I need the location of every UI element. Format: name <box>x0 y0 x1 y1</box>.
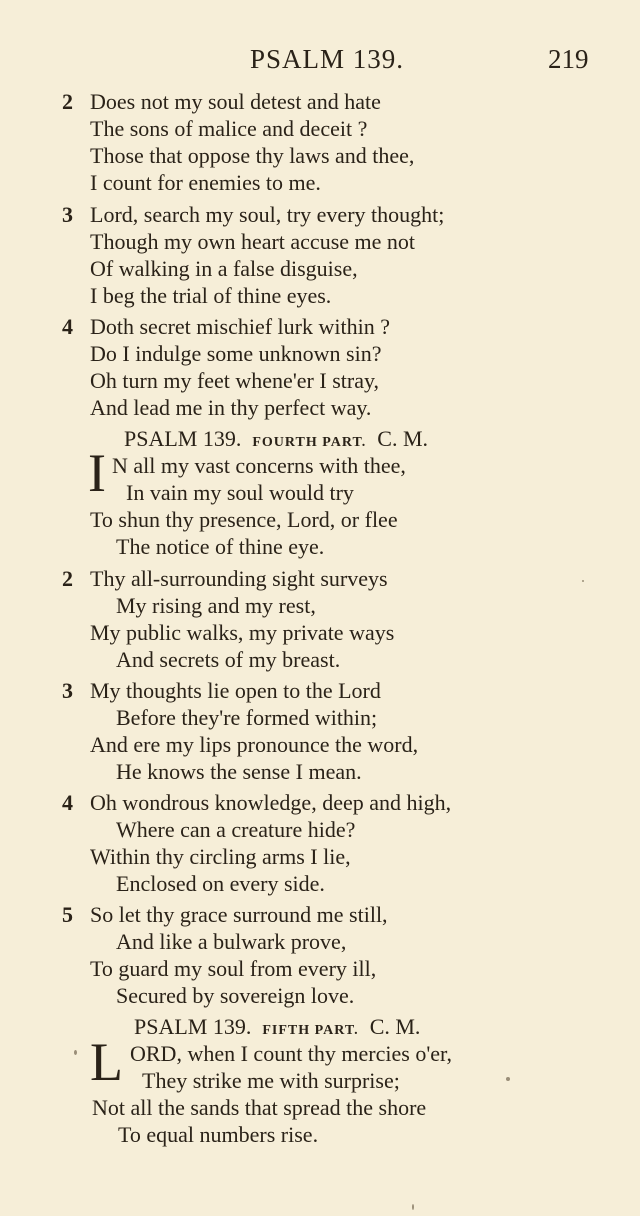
stanza-number: 5 <box>62 902 73 927</box>
verse-line: ORD, when I count thy mercies o'er, <box>130 1041 452 1066</box>
verse-line: And ere my lips pronounce the word, <box>90 732 419 757</box>
verse-line: Oh turn my feet whene'er I stray, <box>90 368 380 393</box>
verse-line: Not all the sands that spread the shore <box>92 1095 427 1120</box>
verse-line: N all my vast concerns with thee, <box>112 453 406 478</box>
verse-line: Thy all-surrounding sight surveys <box>90 566 388 591</box>
drop-cap: I <box>88 443 106 503</box>
heading-part: FOURTH PART. <box>252 435 367 450</box>
ink-speck <box>506 1077 510 1081</box>
stanza-number: 3 <box>62 678 73 703</box>
verse-line: I count for enemies to me. <box>90 170 321 195</box>
verse-line: I beg the trial of thine eyes. <box>90 283 332 308</box>
verse-line: Within thy circling arms I lie, <box>90 844 351 869</box>
verse-line: So let thy grace surround me still, <box>90 902 388 927</box>
stanza-number: 3 <box>62 202 73 227</box>
verse-line: Lord, search my soul, try every thought; <box>90 202 445 227</box>
verse-line: And lead me in thy perfect way. <box>90 395 372 420</box>
section-heading <box>124 426 428 456</box>
verse-line: They strike me with surprise; <box>142 1068 400 1093</box>
running-head-title: PSALM 139. <box>250 44 405 74</box>
verse-line: The notice of thine eye. <box>116 534 325 559</box>
verse-line: Before they're formed within; <box>116 705 378 730</box>
verse-line: My public walks, my private ways <box>90 620 395 645</box>
ink-speck <box>74 1050 77 1055</box>
verse-line: The sons of malice and deceit ? <box>90 116 368 141</box>
verse-line: Enclosed on every side. <box>116 871 325 896</box>
verse-line: To equal numbers rise. <box>118 1122 319 1147</box>
verse-line: To guard my soul from every ill, <box>90 956 377 981</box>
verse-line: Does not my soul detest and hate <box>90 89 381 114</box>
verse-line: Secured by sovereign love. <box>116 983 355 1008</box>
verse-line: He knows the sense I mean. <box>116 759 362 784</box>
drop-cap: L <box>90 1032 123 1092</box>
verse-line: Oh wondrous knowledge, deep and high, <box>90 790 452 815</box>
heading-meter: C. M. <box>377 426 429 451</box>
verse-line: And like a bulwark prove, <box>116 929 347 954</box>
stanza-number: 4 <box>62 790 73 815</box>
stanza-number: 2 <box>62 566 73 591</box>
stanza-number: 4 <box>62 314 73 339</box>
verse-line: Where can a creature hide? <box>116 817 356 842</box>
verse-line: Of walking in a false disguise, <box>90 256 358 281</box>
verse-line: Those that oppose thy laws and thee, <box>90 143 415 168</box>
heading-meter: C. M. <box>369 1014 421 1039</box>
heading-title: PSALM 139. <box>124 426 242 451</box>
verse-line: Do I indulge some unknown sin? <box>90 341 382 366</box>
verse-line: My thoughts lie open to the Lord <box>90 678 381 703</box>
heading-part: FIFTH PART. <box>262 1023 359 1038</box>
verse-line: To shun thy presence, Lord, or flee <box>90 507 398 532</box>
ink-speck <box>412 1204 414 1210</box>
heading-title: PSALM 139. <box>134 1014 252 1039</box>
verse-line: My rising and my rest, <box>116 593 316 618</box>
page-number: 219 <box>548 44 589 74</box>
verse-line: In vain my soul would try <box>126 480 354 505</box>
ink-speck <box>582 580 584 582</box>
verse-line: And secrets of my breast. <box>116 647 341 672</box>
stanza-number: 2 <box>62 89 73 114</box>
section-heading <box>134 1014 420 1044</box>
verse-line: Doth secret mischief lurk within ? <box>90 314 390 339</box>
verse-line: Though my own heart accuse me not <box>90 229 416 254</box>
